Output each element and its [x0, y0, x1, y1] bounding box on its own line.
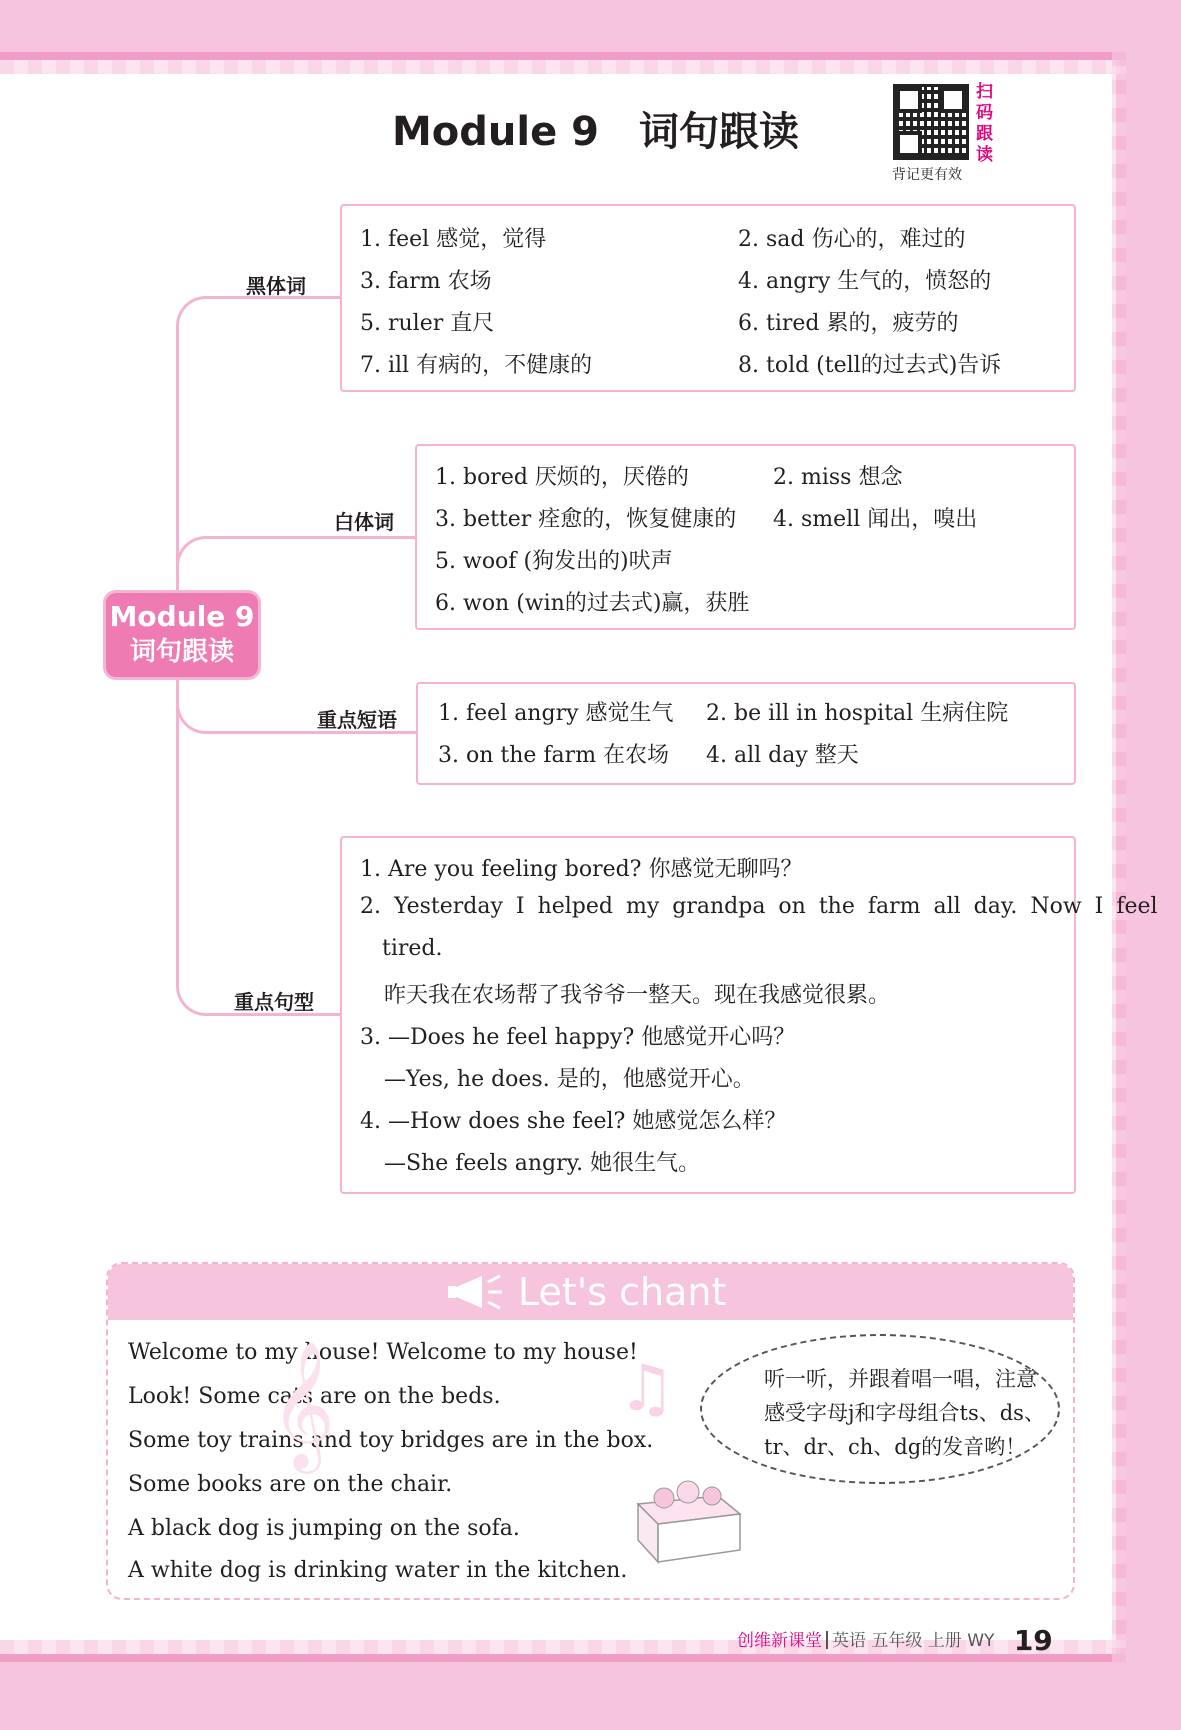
sentence-line: 2. Yesterday I helped my grandpa on the farm all day. Now I feel [360, 894, 1158, 919]
toy-box-icon [628, 1474, 748, 1564]
chant-line: A white dog is drinking water in the kitchen. [128, 1558, 628, 1583]
qr-code-icon[interactable] [893, 84, 969, 160]
label-phrases: 重点短语 [317, 708, 397, 732]
chant-line: A black dog is jumping on the sofa. [128, 1516, 520, 1541]
list-item: 3. on the farm 在农场 [438, 743, 670, 768]
page-number: 19 [1013, 1624, 1053, 1657]
hub-line1: Module 9 [109, 600, 255, 633]
list-item: 7. ill 有病的，不健康的 [360, 353, 593, 378]
megaphone-icon [448, 1274, 504, 1310]
list-item: 6. tired 累的，疲劳的 [738, 311, 959, 336]
hub-line2: 词句跟读 [129, 637, 234, 667]
wavy-border-right [1112, 52, 1126, 1662]
chant-line: Some toy trains and toy bridges are in the box. [128, 1428, 654, 1453]
list-item: 5. ruler 直尺 [360, 311, 495, 336]
chant-title: Let's chant [518, 1270, 727, 1314]
sentence-line: 1. Are you feeling bored? 你感觉无聊吗？ [360, 857, 803, 882]
chant-header [108, 1264, 1073, 1320]
title-module: Module 9 [392, 109, 599, 155]
footer-brand: 创维新课堂 [737, 1631, 822, 1651]
list-item: 1. bored 厌烦的，厌倦的 [435, 465, 689, 490]
list-item: 2. sad 伤心的，难过的 [738, 227, 966, 252]
label-plain-words: 白体词 [334, 510, 394, 534]
qr-side-text: 扫码跟读 [976, 82, 993, 165]
list-item: 4. all day 整天 [706, 743, 859, 768]
list-item: 8. told (tell的过去式)告诉 [738, 353, 1002, 378]
connector-plain [176, 536, 416, 566]
treble-clef-icon: 𝄞 [270, 1340, 336, 1468]
list-item: 2. be ill in hospital 生病住院 [706, 701, 1009, 726]
sentence-line: —Yes, he does. 是的，他感觉开心。 [384, 1067, 755, 1092]
footer-volume: 上册 [927, 1631, 962, 1651]
chant-line: Welcome to my house! Welcome to my house! [128, 1340, 638, 1365]
list-item: 4. smell 闻出，嗅出 [773, 507, 978, 532]
label-sentences: 重点句型 [234, 990, 314, 1014]
list-item: 1. feel angry 感觉生气 [438, 701, 674, 726]
phrases-box [416, 682, 1076, 785]
list-item: 1. feel 感觉，觉得 [360, 227, 547, 252]
footer-grade: 五年级 [871, 1631, 923, 1651]
sentence-line: —She feels angry. 她很生气。 [384, 1151, 701, 1176]
speech-bubble-text: 听一听，并跟着唱一唱，注意感受字母j和字母组合ts、ds、tr、dr、ch、dg的发音哟！ [764, 1367, 1045, 1459]
list-item: 3. better 痊愈的，恢复健康的 [435, 507, 737, 532]
list-item: 2. miss 想念 [773, 465, 903, 490]
chant-line: Look! Some cats are on the beds. [128, 1384, 501, 1409]
list-item: 3. farm 农场 [360, 269, 492, 294]
bold-words-box [340, 204, 1076, 392]
qr-caption: 背记更有效 [892, 167, 962, 183]
page-title [392, 100, 799, 157]
title-subtitle: 词句跟读 [639, 109, 799, 155]
footer-subject: 英语 [832, 1631, 866, 1651]
list-item: 4. angry 生气的，愤怒的 [738, 269, 992, 294]
footer-edition: WY [967, 1631, 995, 1651]
sentence-line: 4. —How does she feel? 她感觉怎么样？ [360, 1109, 787, 1134]
sentence-line: 昨天我在农场帮了我爷爷一整天。现在我感觉很累。 [384, 983, 891, 1008]
music-note-icon: ♫ [618, 1352, 676, 1426]
sentences-box [340, 836, 1158, 1194]
wavy-border-top [0, 60, 1126, 74]
page-footer [737, 1624, 1053, 1657]
sentence-line: 3. —Does he feel happy? 他感觉开心吗？ [360, 1025, 796, 1050]
plain-words-box [415, 444, 1076, 630]
chant-line: Some books are on the chair. [128, 1472, 453, 1497]
list-item: 6. won (win的过去式)赢，获胜 [435, 591, 750, 616]
label-bold-words: 黑体词 [246, 274, 306, 298]
list-item: 5. woof (狗发出的)吠声 [435, 549, 673, 574]
mindmap-hub [106, 593, 258, 677]
sentence-line: tired. [382, 936, 443, 961]
